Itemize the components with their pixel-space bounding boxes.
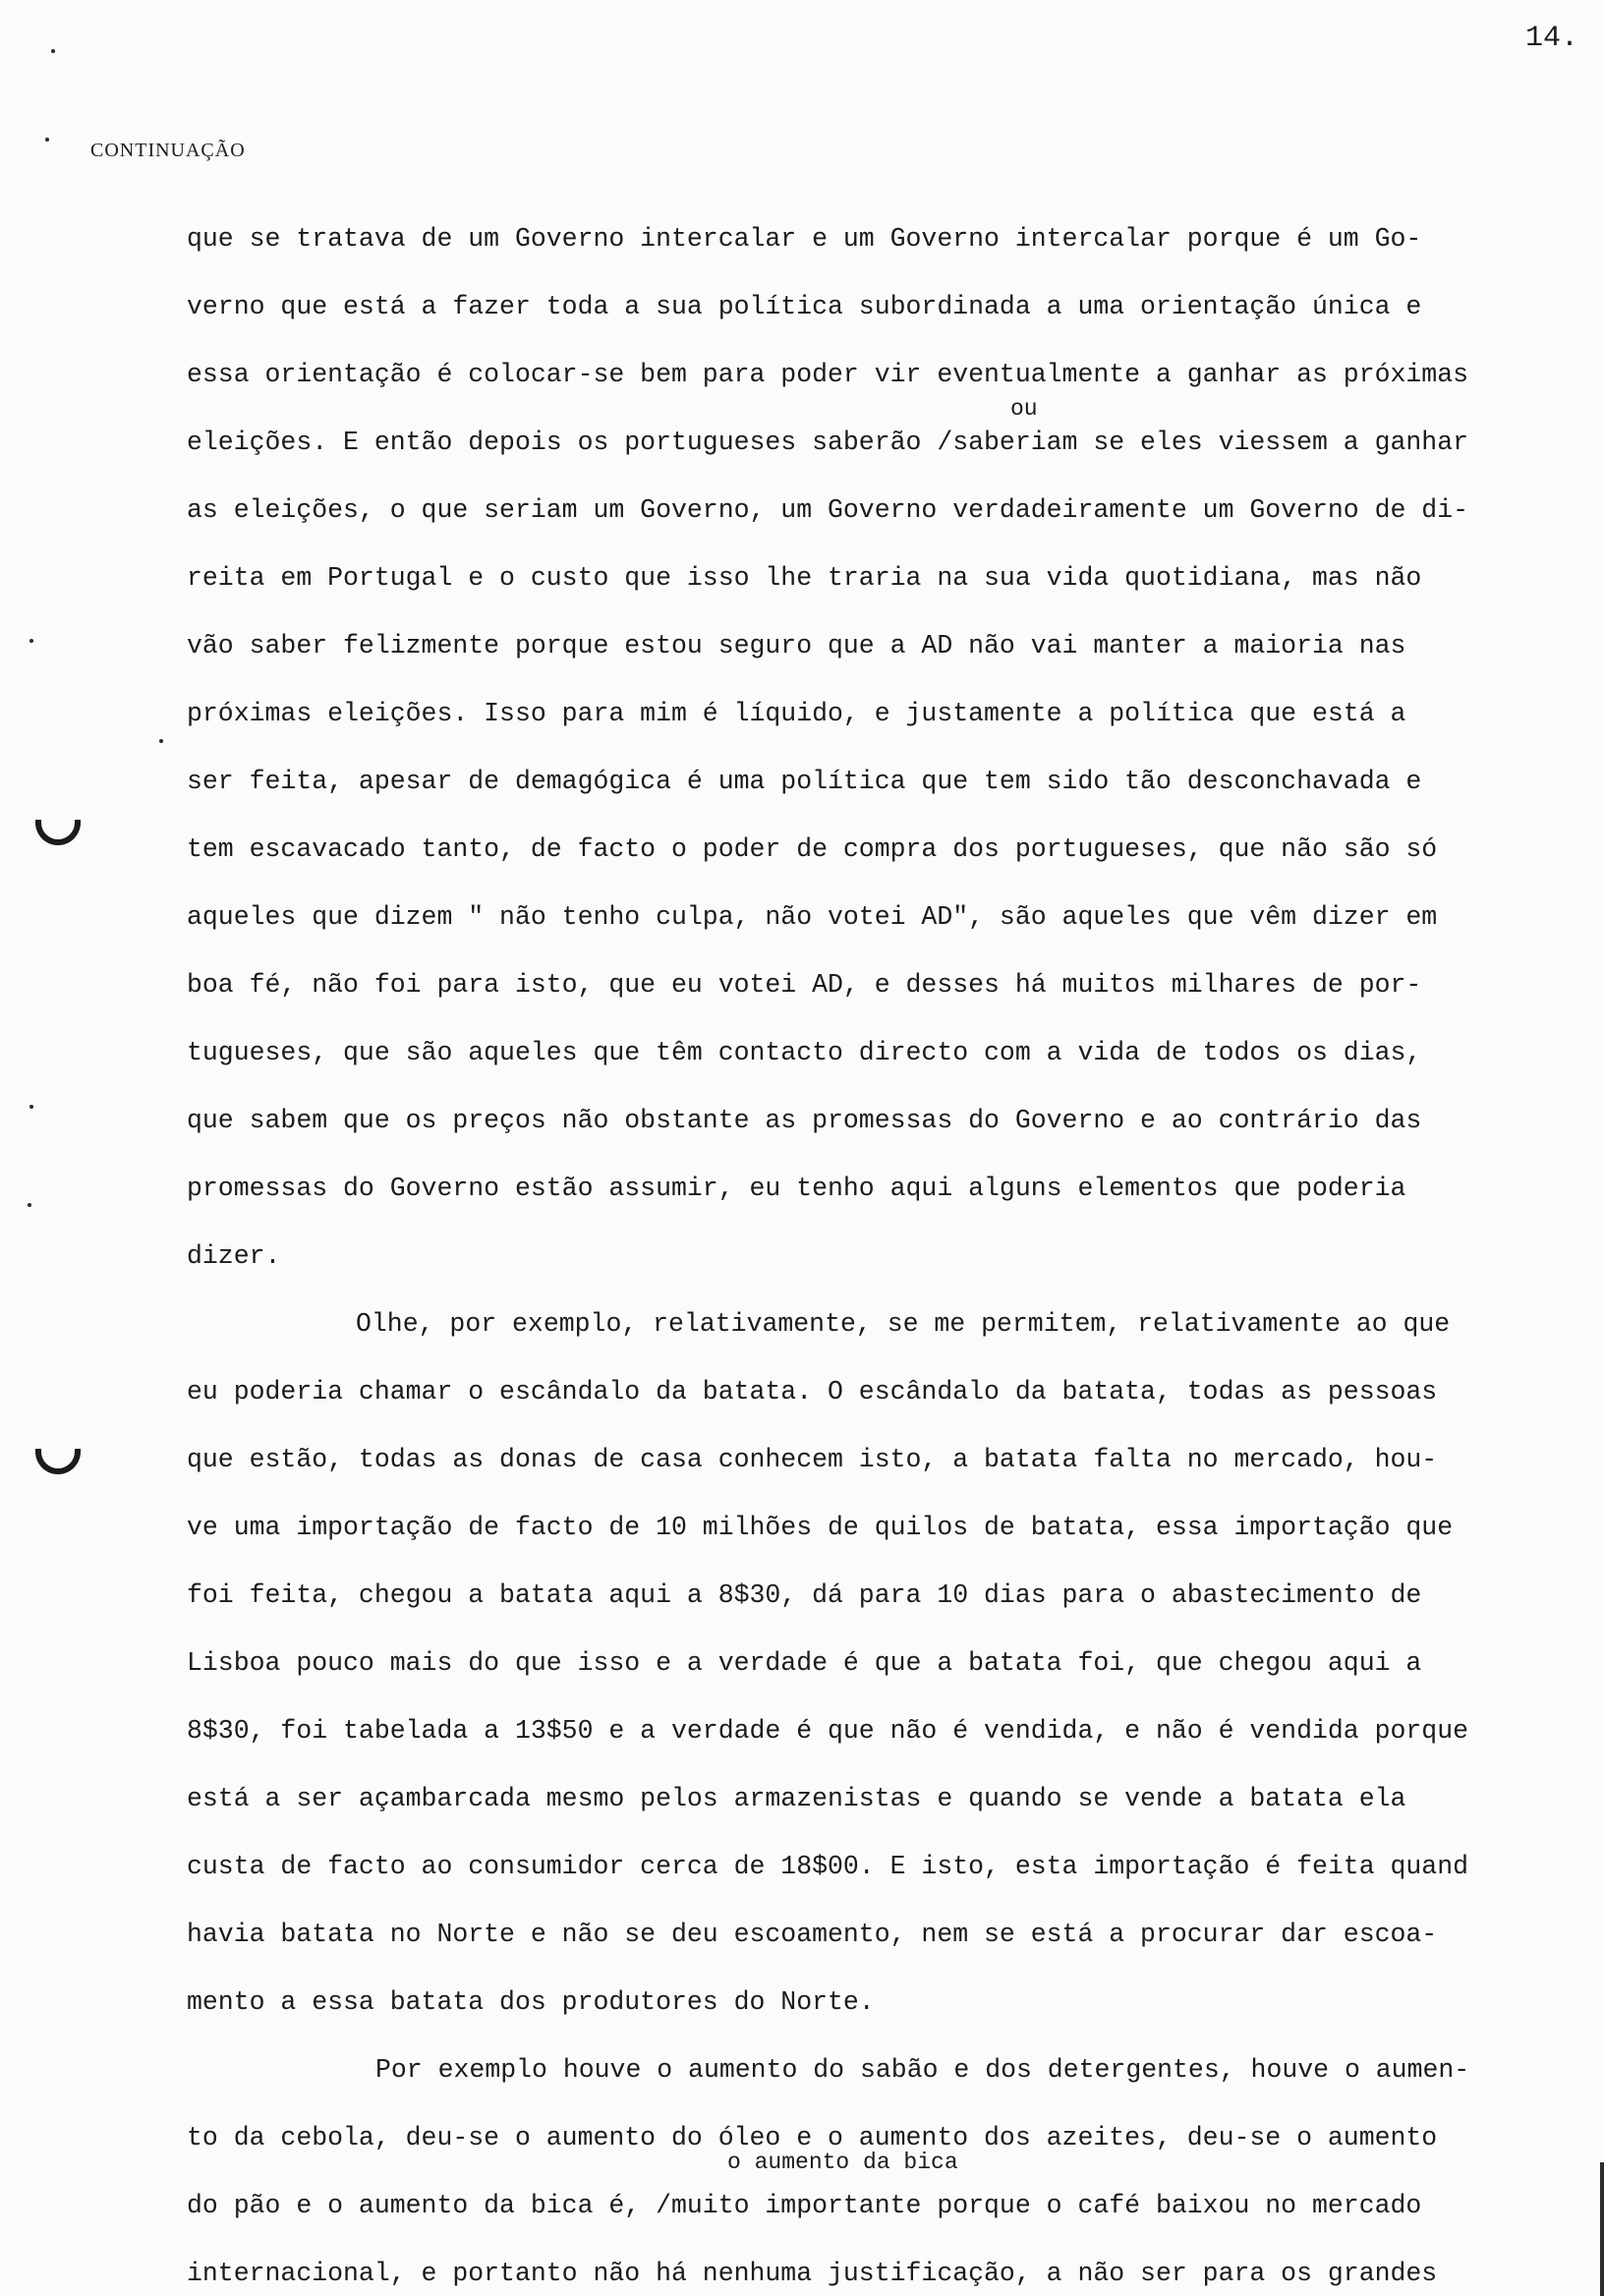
text-line: está a ser açambarcada mesmo pelos armazenistas e quando se vende a batata ela — [187, 1784, 1406, 1813]
text-line: Lisboa pouco mais do que isso e a verdade é que a batata foi, que chegou aqui a — [187, 1648, 1422, 1678]
page-edge-shadow — [1600, 2162, 1604, 2296]
text-line: próximas eleições. Isso para mim é líquido, e justamente a política que está a — [187, 699, 1406, 728]
text-line: ser feita, apesar de demagógica é uma política que tem sido tão desconchavada e — [187, 767, 1422, 796]
text-line: foi feita, chegou a batata aqui a 8$30, dá para 10 dias para o abastecimento de — [187, 1580, 1422, 1610]
text-line: eleições. E então depois os portugueses saberão /saberiam se eles viessem a ganhar — [187, 428, 1469, 457]
text-line: que estão, todas as donas de casa conhecem isto, a batata falta no mercado, hou- — [187, 1445, 1438, 1474]
header-continuacao: CONTINUAÇÃO — [90, 140, 246, 161]
text-line: as eleições, o que seriam um Governo, um Governo verdadeiramente um Governo de di- — [187, 495, 1469, 525]
text-line: do pão e o aumento da bica é, /muito importante porque o café baixou no mercado — [187, 2191, 1422, 2220]
speck — [45, 138, 49, 142]
text-line: eu poderia chamar o escândalo da batata. O escândalo da batata, todas as pessoas — [187, 1377, 1438, 1406]
speck — [29, 639, 33, 643]
binder-hole-mark — [35, 1449, 81, 1474]
text-line: boa fé, não foi para isto, que eu votei AD, e desses há muitos milhares de por- — [187, 970, 1422, 1000]
text-line: dizer. — [187, 1241, 281, 1271]
speck — [51, 49, 55, 53]
text-line: aqueles que dizem " não tenho culpa, não votei AD", são aqueles que vêm dizer em — [187, 902, 1438, 932]
interlinear-annotation-ou: ou — [1010, 396, 1038, 422]
page-number: 14. — [1524, 22, 1578, 55]
text-line: promessas do Governo estão assumir, eu tenho aqui alguns elementos que poderia — [187, 1174, 1406, 1203]
text-line: internacional, e portanto não há nenhuma justificação, a não ser para os grandes — [187, 2259, 1438, 2288]
text-line: custa de facto ao consumidor cerca de 18$00. E isto, esta importação é feita quand — [187, 1852, 1469, 1881]
text-line: tugueses, que são aqueles que têm contacto directo com a vida de todos os dias, — [187, 1038, 1422, 1067]
text-line: havia batata no Norte e não se deu escoamento, nem se está a procurar dar escoa- — [187, 1920, 1438, 1949]
text-line: que sabem que os preços não obstante as promessas do Governo e ao contrário das — [187, 1106, 1422, 1135]
text-line: que se tratava de um Governo intercalar e um Governo intercalar porque é um Go- — [187, 224, 1422, 254]
text-line: reita em Portugal e o custo que isso lhe traria na sua vida quotidiana, mas não — [187, 563, 1422, 593]
interlinear-annotation-bica: o aumento da bica — [727, 2150, 958, 2175]
speck — [28, 1203, 31, 1207]
text-line: tem escavacado tanto, de facto o poder de compra dos portugueses, que não são só — [187, 834, 1438, 864]
text-line: verno que está a fazer toda a sua política subordinada a uma orientação única e — [187, 292, 1422, 321]
speck — [29, 1105, 33, 1109]
text-line-paragraph-start: Olhe, por exemplo, relativamente, se me permitem, relativamente ao que — [356, 1309, 1451, 1339]
text-line: 8$30, foi tabelada a 13$50 e a verdade é que não é vendida, e não é vendida porque — [187, 1716, 1469, 1746]
text-line-paragraph-start: Por exemplo houve o aumento do sabão e dos detergentes, houve o aumen- — [375, 2055, 1470, 2085]
text-line: essa orientação é colocar-se bem para poder vir eventualmente a ganhar as próximas — [187, 360, 1469, 389]
speck — [159, 739, 163, 743]
text-line: to da cebola, deu-se o aumento do óleo e o aumento dos azeites, deu-se o aumento — [187, 2123, 1438, 2152]
binder-hole-mark — [35, 820, 81, 845]
text-line: ve uma importação de facto de 10 milhões de quilos de batata, essa importação que — [187, 1513, 1454, 1542]
text-line: mento a essa batata dos produtores do Norte. — [187, 1987, 875, 2017]
text-line: vão saber felizmente porque estou seguro que a AD não vai manter a maioria nas — [187, 631, 1406, 660]
